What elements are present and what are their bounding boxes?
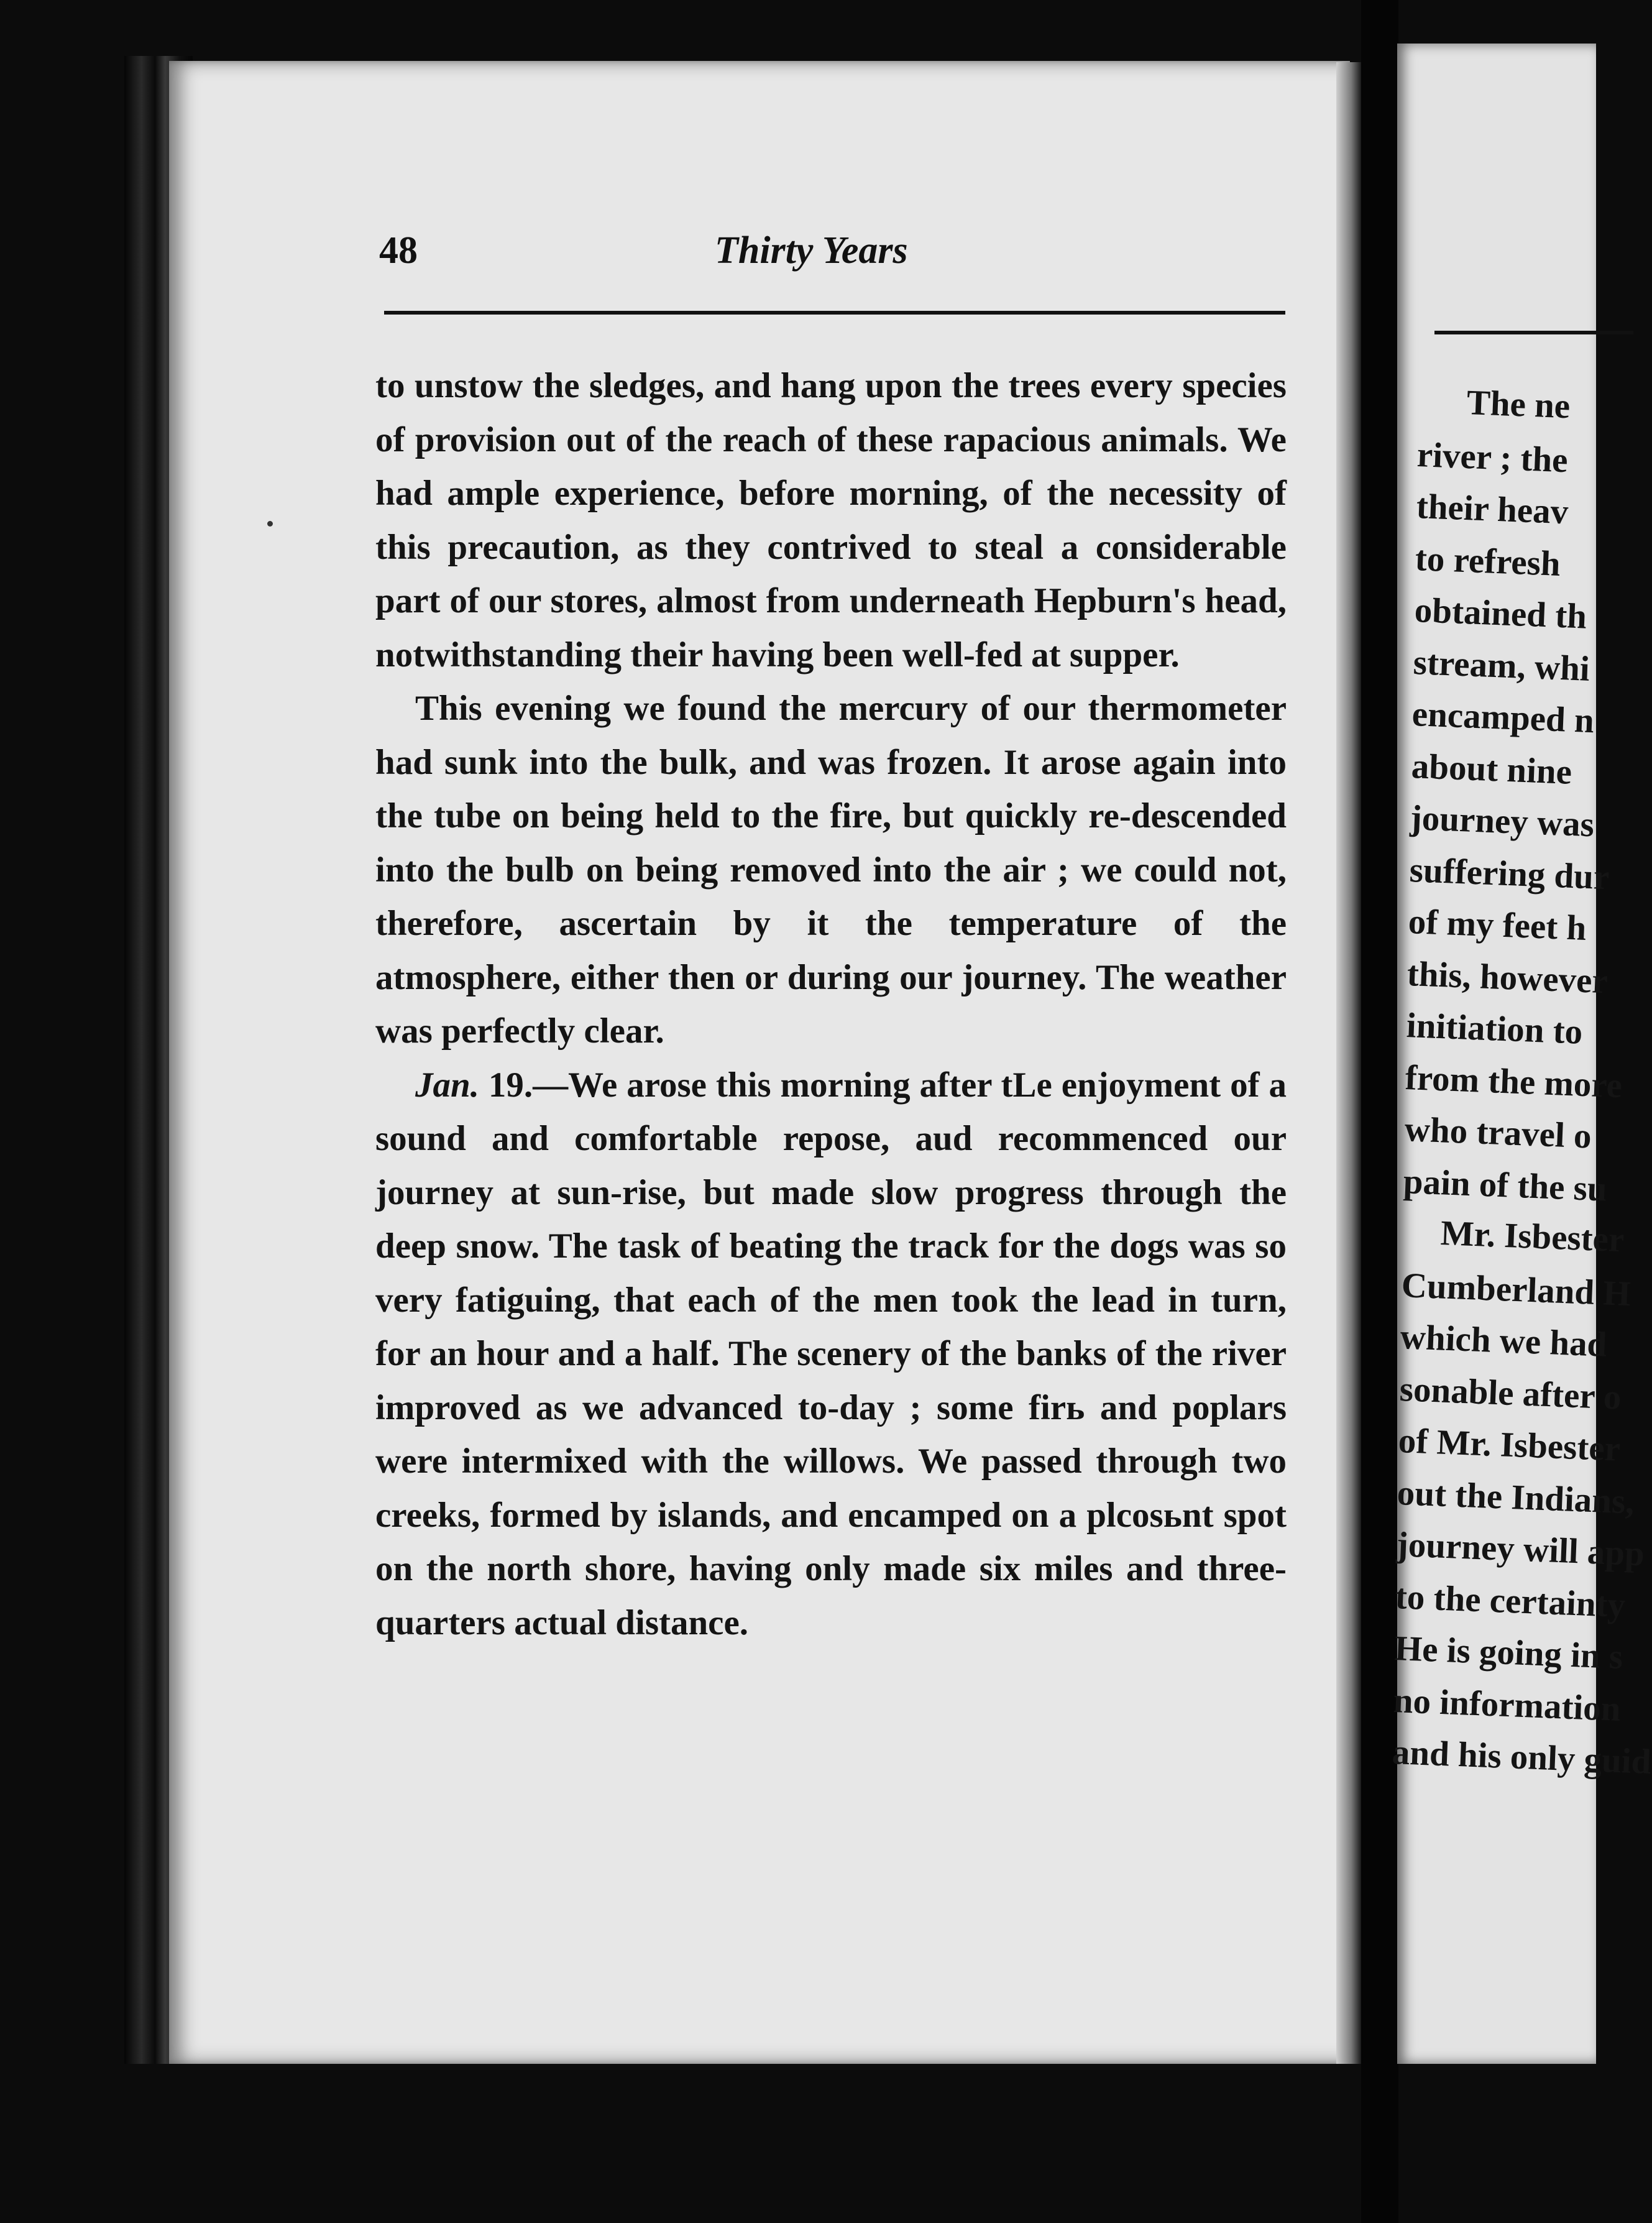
paragraph: to unstow the sledges, and hang upon the trees every species of provision out of the reach of these rapacious animals. We had ample experience, before morning, of the necessity of this precaution, as they contrived to steal a considerable part of our stores, almost from underneath Hepburn's head, notwithstanding their having been well-fed at supper.	[375, 366, 1287, 674]
facing-page-line: sonable after o	[1398, 1369, 1622, 1417]
facing-page-line: The ne	[1466, 383, 1571, 426]
facing-page-text	[1391, 44, 1652, 2064]
facing-page-line: about nine	[1410, 746, 1573, 792]
facing-page-line: their heav	[1415, 487, 1569, 532]
header-rule	[384, 311, 1285, 315]
facing-page-line: from the more	[1404, 1057, 1623, 1105]
facing-page-line: this, however	[1406, 954, 1608, 1001]
book-gutter	[1361, 0, 1398, 2223]
facing-page-line: of Mr. Isbester	[1397, 1421, 1622, 1469]
date-label: Jan.	[415, 1065, 479, 1105]
paragraph	[375, 1059, 1287, 1650]
ink-speck	[267, 521, 273, 527]
page-header	[379, 229, 1287, 278]
facing-page-line: which we had	[1399, 1317, 1608, 1365]
facing-page-line: pain of the su	[1402, 1161, 1608, 1209]
facing-page-line: initiation to	[1405, 1006, 1584, 1052]
facing-page-line: no information	[1392, 1680, 1622, 1729]
facing-page-line: to the certainty	[1394, 1576, 1627, 1625]
facing-page-line: and his only guid	[1391, 1733, 1652, 1782]
facing-page-line: He is going in s	[1393, 1629, 1624, 1677]
page-edge-shadow	[1336, 62, 1361, 2064]
facing-page-line: encamped n	[1411, 694, 1595, 741]
paragraph-text: 19.—We arose this morning after tLe enjoyment of a sound and comfortable repose, aud recommenced our journey at sun-rise, but made slow progress through the deep snow. The task of beating the track for the dogs was so very fatiguing, that each of the men took the lead in turn, for an hour and a half. The scenery of the banks of the river improved as we advanced to-day ; some firь and poplars were intermixed with the willows. We passed through two creeks, formed by islands, and encamped on a plcosьnt spot on the north shore, having only made six miles and three-quarters actual distance.	[375, 1065, 1287, 1642]
paragraph: This evening we found the mercury of our thermometer had sunk into the bulk, and was frozen. It arose again into the tube on being held to the fire, but quickly re-descended into the bulb on being removed into the air ; we could not, therefore, ascertain by it the temperature of the atmosphere, either then or during our journey. The weather was perfectly clear.	[375, 689, 1287, 1051]
facing-page-line: out the Indians,	[1396, 1473, 1635, 1522]
facing-page	[1391, 44, 1652, 2064]
facing-page-line: Cumberland H	[1400, 1265, 1631, 1314]
facing-page-line: journey was	[1409, 798, 1595, 845]
body-text	[375, 359, 1287, 1650]
facing-page-line: who travel o	[1403, 1110, 1592, 1156]
page-number: 48	[379, 229, 418, 272]
facing-page-line: journey will app	[1395, 1525, 1645, 1574]
facing-page-line: stream, whi	[1412, 642, 1590, 689]
facing-page-line: Mr. Isbester	[1439, 1213, 1625, 1260]
facing-page-line: of my feet h	[1407, 902, 1587, 948]
running-head-title: Thirty Years	[715, 229, 908, 272]
facing-page-line: river ; the	[1416, 435, 1569, 480]
facing-page-line: obtained th	[1413, 591, 1588, 637]
facing-page-line: suffering dur	[1408, 850, 1610, 897]
facing-page-line: to refresh	[1414, 538, 1561, 584]
